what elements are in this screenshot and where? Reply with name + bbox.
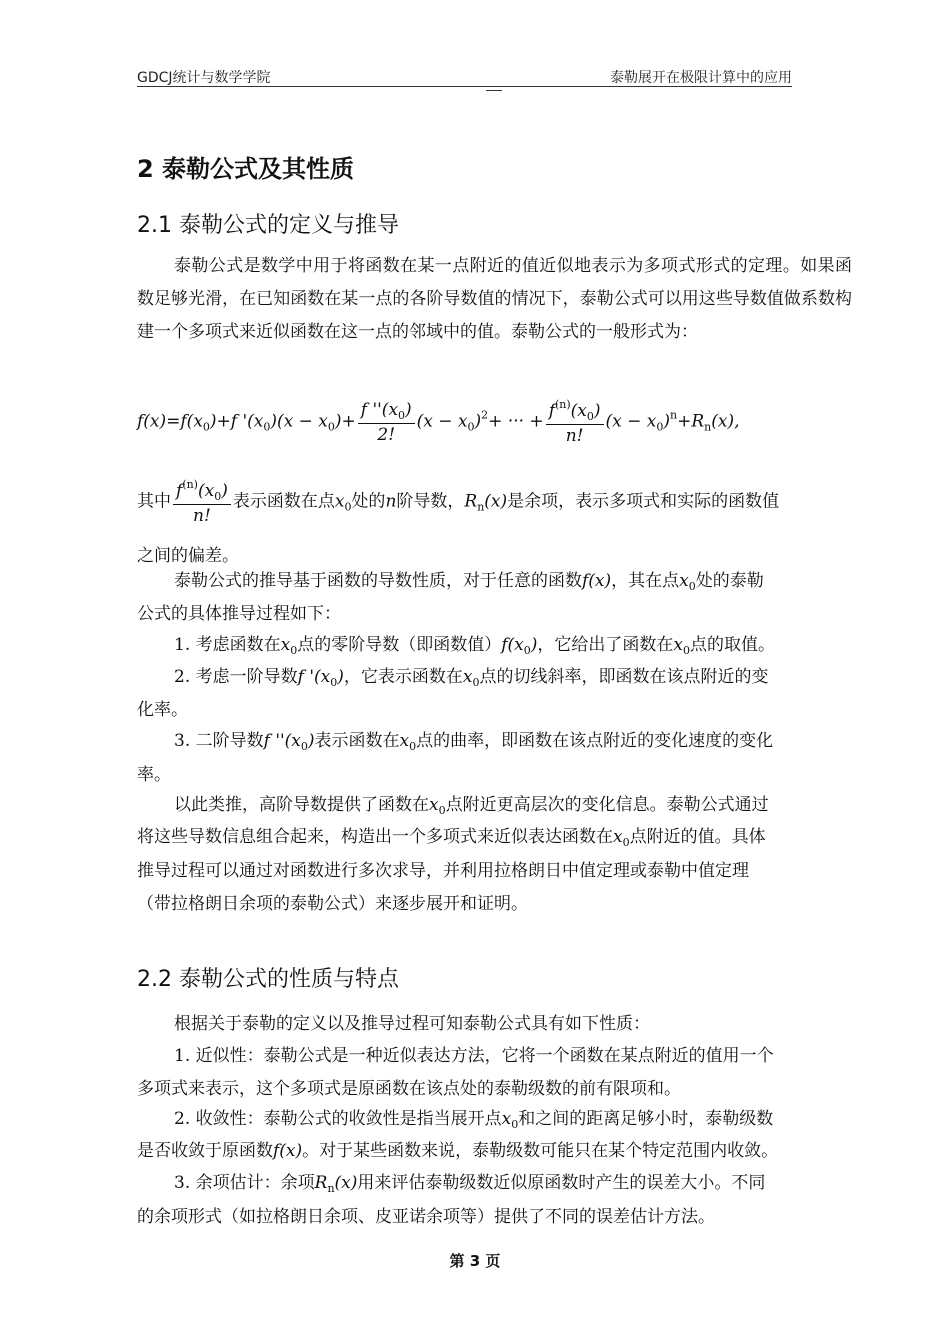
- higher-order-line-3: 推导过程可以通过对函数进行多次求导，并利用拉格朗日中值定理或泰勒中值定理: [137, 861, 749, 881]
- higher-order-line-2: 将这些导数信息组合起来，构造出一个多项式来近似表达函数在$x_0$点附近的值。具体: [137, 827, 766, 849]
- page-number: 第 3 页: [449, 1252, 501, 1270]
- derivation-line-1: 泰勒公式的推导基于函数的导数性质，对于任意的函数f(x)，其在点$x_0$处的泰勒: [174, 571, 764, 593]
- section-title-2-1: 2.1 泰勒公式的定义与推导: [137, 213, 399, 238]
- nth-coefficient-fraction: $\frac{f^{(n)}(x_0)}{n!}$: [173, 478, 231, 526]
- list-item-2-cont: 化率。: [137, 700, 188, 720]
- property-3-line-2: 的余项形式（如拉格朗日余项、皮亚诺余项等）提供了不同的误差估计方法。: [137, 1207, 715, 1227]
- property-1-line-1: 1. 近似性：泰勒公式是一种近似表达方法，它将一个函数在某点附近的值用一个: [174, 1046, 774, 1066]
- header-mark: [486, 90, 502, 91]
- paragraph-definition: 泰勒公式是数学中用于将函数在某一点附近的值近似地表示为多项式形式的定理。如果函数足够光滑，在已知函数在某一点的各阶导数值的情况下，泰勒公式可以用这些导数值做系数构建一个多项式来近似函数在这一点的邻域中的值。泰勒公式的一般形式为：: [137, 256, 852, 342]
- list-item-3-cont: 率。: [137, 765, 171, 785]
- property-2-line-2: 是否收敛于原函数f(x)。对于某些函数来说，泰勒级数可能只在某个特定范围内收敛。: [137, 1141, 779, 1161]
- where-line: 其中 $\frac{f^{(n)}(x_0)}{n!}$ 表示函数在点$x_0$处的n阶导数，$R_n(x)$是余项，表示多项式和实际的函数值: [137, 478, 780, 526]
- header-rule: [137, 86, 792, 87]
- formula-lhs: f(x)=f(x: [137, 411, 203, 432]
- list-item-3: 3. 二阶导数f ''$(x_0)$表示函数在$x_0$点的曲率，即函数在该点附近的变化速度的变化: [174, 731, 774, 753]
- header-right: 泰勒展开在极限计算中的应用: [610, 70, 792, 86]
- second-derivative-fraction: $\frac{f ''(x_0)}{2!}$: [358, 400, 415, 445]
- where-line-end: 之间的偏差。: [137, 546, 239, 566]
- property-3-line-1: 3. 余项估计：余项$R_n(x)$用来评估泰勒级数近似原函数时产生的误差大小。不同: [174, 1173, 766, 1195]
- derivation-line-2: 公式的具体推导过程如下：: [137, 604, 341, 624]
- higher-order-line-4: （带拉格朗日余项的泰勒公式）来逐步展开和证明。: [137, 894, 528, 914]
- header-left: GDCJ统计与数学学院: [137, 70, 271, 86]
- taylor-formula: $f(x)=f(x_0)+f$ '$(x_0)(x - x_0)+$ $\frac{f ''(x_0)}{2!}$ $(x - x_0)^2+$ ··· + $\frac{f^{(n)}(x_0)}{n!}$ $(x - x_0)^n+R_n(x)$,: [137, 398, 740, 446]
- chapter-title: 2 泰勒公式及其性质: [137, 155, 355, 183]
- property-1-line-2: 多项式来表示，这个多项式是原函数在该点处的泰勒级数的前有限项和。: [137, 1079, 681, 1099]
- properties-intro: 根据关于泰勒的定义以及推导过程可知泰勒公式具有如下性质：: [174, 1014, 650, 1034]
- property-2-line-1: 2. 收敛性：泰勒公式的收敛性是指当展开点$x_0$和之间的距离足够小时，泰勒级数: [174, 1109, 774, 1131]
- section-title-2-2: 2.2 泰勒公式的性质与特点: [137, 967, 399, 992]
- list-item-2: 2. 考虑一阶导数f '$(x_0)$，它表示函数在$x_0$点的切线斜率，即函数在该点附近的变: [174, 667, 769, 689]
- list-item-1: 1. 考虑函数在$x_0$点的零阶导数（即函数值）$f(x_0)$，它给出了函数在$x_0$点的取值。: [174, 635, 775, 657]
- nth-derivative-fraction: $\frac{f^{(n)}(x_0)}{n!}$: [546, 398, 604, 446]
- higher-order-line-1: 以此类推，高阶导数提供了函数在$x_0$点附近更高层次的变化信息。泰勒公式通过: [174, 795, 769, 817]
